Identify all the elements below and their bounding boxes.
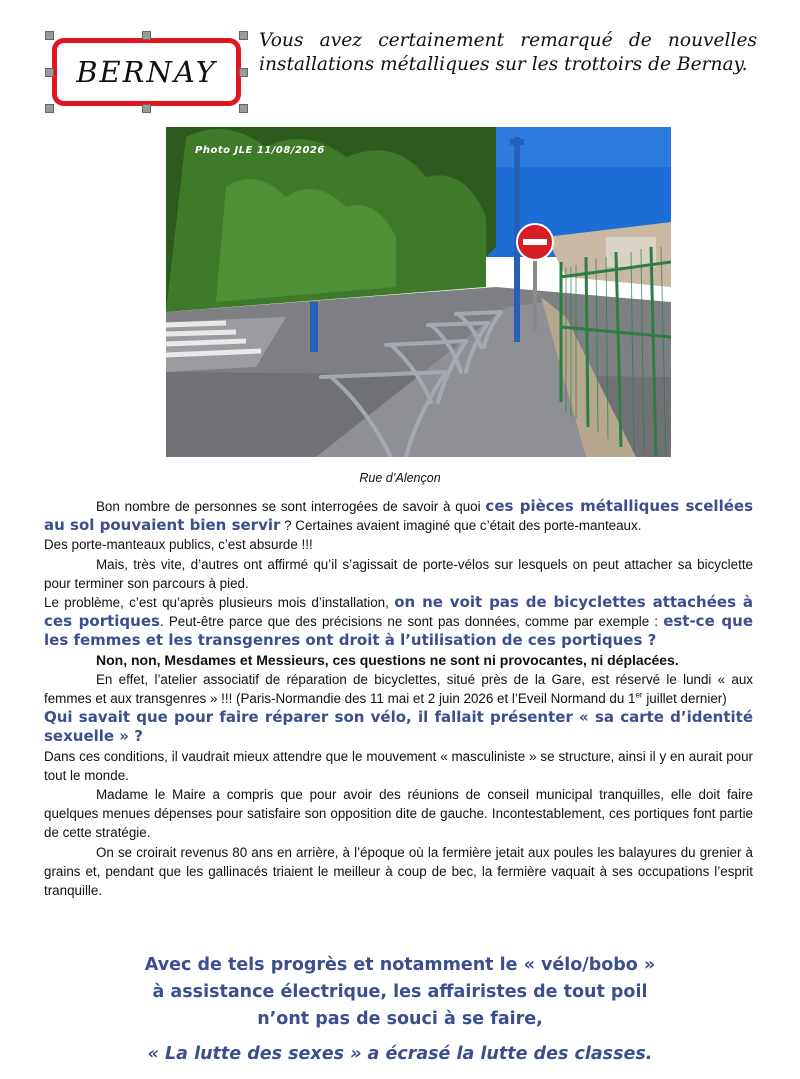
selection-handle (142, 31, 151, 40)
article-body (44, 497, 753, 900)
paragraph: Madame le Maire a compris que pour avoir des réunions de conseil municipal tranquilles, elle doit faire quelques menues dépenses pour satisfaire son opposition dite de gauche. Incontestablement, ces portiques font partie de cette stratégie. (44, 787, 753, 841)
highlight-paragraph: Qui savait que pour faire réparer son vélo, il fallait présenter « sa carte d’identité sexuelle » ? (44, 708, 753, 746)
selection-handle (45, 68, 54, 77)
selection-handle (142, 104, 151, 113)
selection-handle (45, 104, 54, 113)
paragraph-text: En effet, l’atelier associatif de réparation de bicyclettes, situé près de la Gare, est réservé le lundi « aux femmes et aux transgenres » !!! (Paris-Normandie des 11 mai et 2 juin 2026 et l’Eveil Normand du 1 (44, 671, 753, 707)
paragraph (44, 670, 753, 708)
paragraph: Dans ces conditions, il vaudrait mieux attendre que le mouvement « masculiniste » se structure, ainsi il y en aurait pour tout le monde. (44, 748, 753, 783)
paragraph (44, 593, 753, 651)
photo-credit: Photo JLE 11/08/2026 (195, 145, 325, 156)
paragraph-text: juillet dernier) (642, 691, 727, 707)
paragraph: Non, non, Mesdames et Messieurs, ces questions ne sont ni provocantes, ni déplacées. (96, 651, 679, 668)
logo-text: BERNAY (76, 55, 217, 89)
selection-handle (239, 68, 248, 77)
paragraph-text: ? Certaines avaient imaginé que c’était des porte-manteaux. (280, 518, 642, 534)
paragraph: On se croirait revenus 80 ans en arrière, à l’époque où la fermière jetait aux poules les balayures du grenier à grains et, pendant que les gallinacés triaient le meilleur à coup de bec, la fermière vaquait à ses occupations l’esprit tranquille. (44, 844, 753, 899)
intro-text: Vous avez certainement remarqué de nouvelles installations métalliques sur les trottoirs de Bernay. (259, 30, 757, 75)
selection-handle (239, 104, 248, 113)
conclusion-line: Avec de tels progrès et notamment le « vélo/bobo » (144, 955, 656, 975)
paragraph: Mais, très vite, d’autres ont affirmé qu’il s’agissait de porte-vélos sur lesquels on peut attacher sa bicyclette pour terminer son parcours à pied. (44, 556, 753, 591)
superscript: er (635, 690, 643, 700)
photo-caption: Rue d’Alençon (359, 471, 441, 485)
highlight-text: est-ce que les femmes et les transgenres ont droit à l’utilisation de ces portiques ? (44, 612, 754, 650)
conclusion (0, 952, 800, 1068)
street-photo (166, 127, 671, 457)
selection-handle (45, 31, 54, 40)
paragraph (44, 497, 753, 535)
highlight-text: on ne voit pas de bicyclettes attachées à ces portiques (44, 593, 753, 631)
conclusion-line: n’ont pas de souci à se faire, (257, 1009, 543, 1029)
paragraph-text: . Peut-être parce que des précisions ne sont pas données, comme par exemple : (159, 614, 664, 630)
paragraph: Des porte-manteaux publics, c’est absurde !!! (44, 537, 313, 553)
bernay-logo (52, 38, 241, 106)
highlight-text: ces pièces métalliques scellées au sol pouvaient bien servir (44, 497, 753, 535)
paragraph-text: Le problème, c’est qu’après plusieurs mois d’installation, (44, 595, 395, 611)
selection-handle (239, 31, 248, 40)
paragraph-text: Bon nombre de personnes se sont interrogées de savoir à quoi (96, 499, 486, 514)
conclusion-line: « La lutte des sexes » a écrasé la lutte des classes. (147, 1044, 653, 1064)
conclusion-line: à assistance électrique, les affairistes de tout poil (152, 982, 648, 1002)
